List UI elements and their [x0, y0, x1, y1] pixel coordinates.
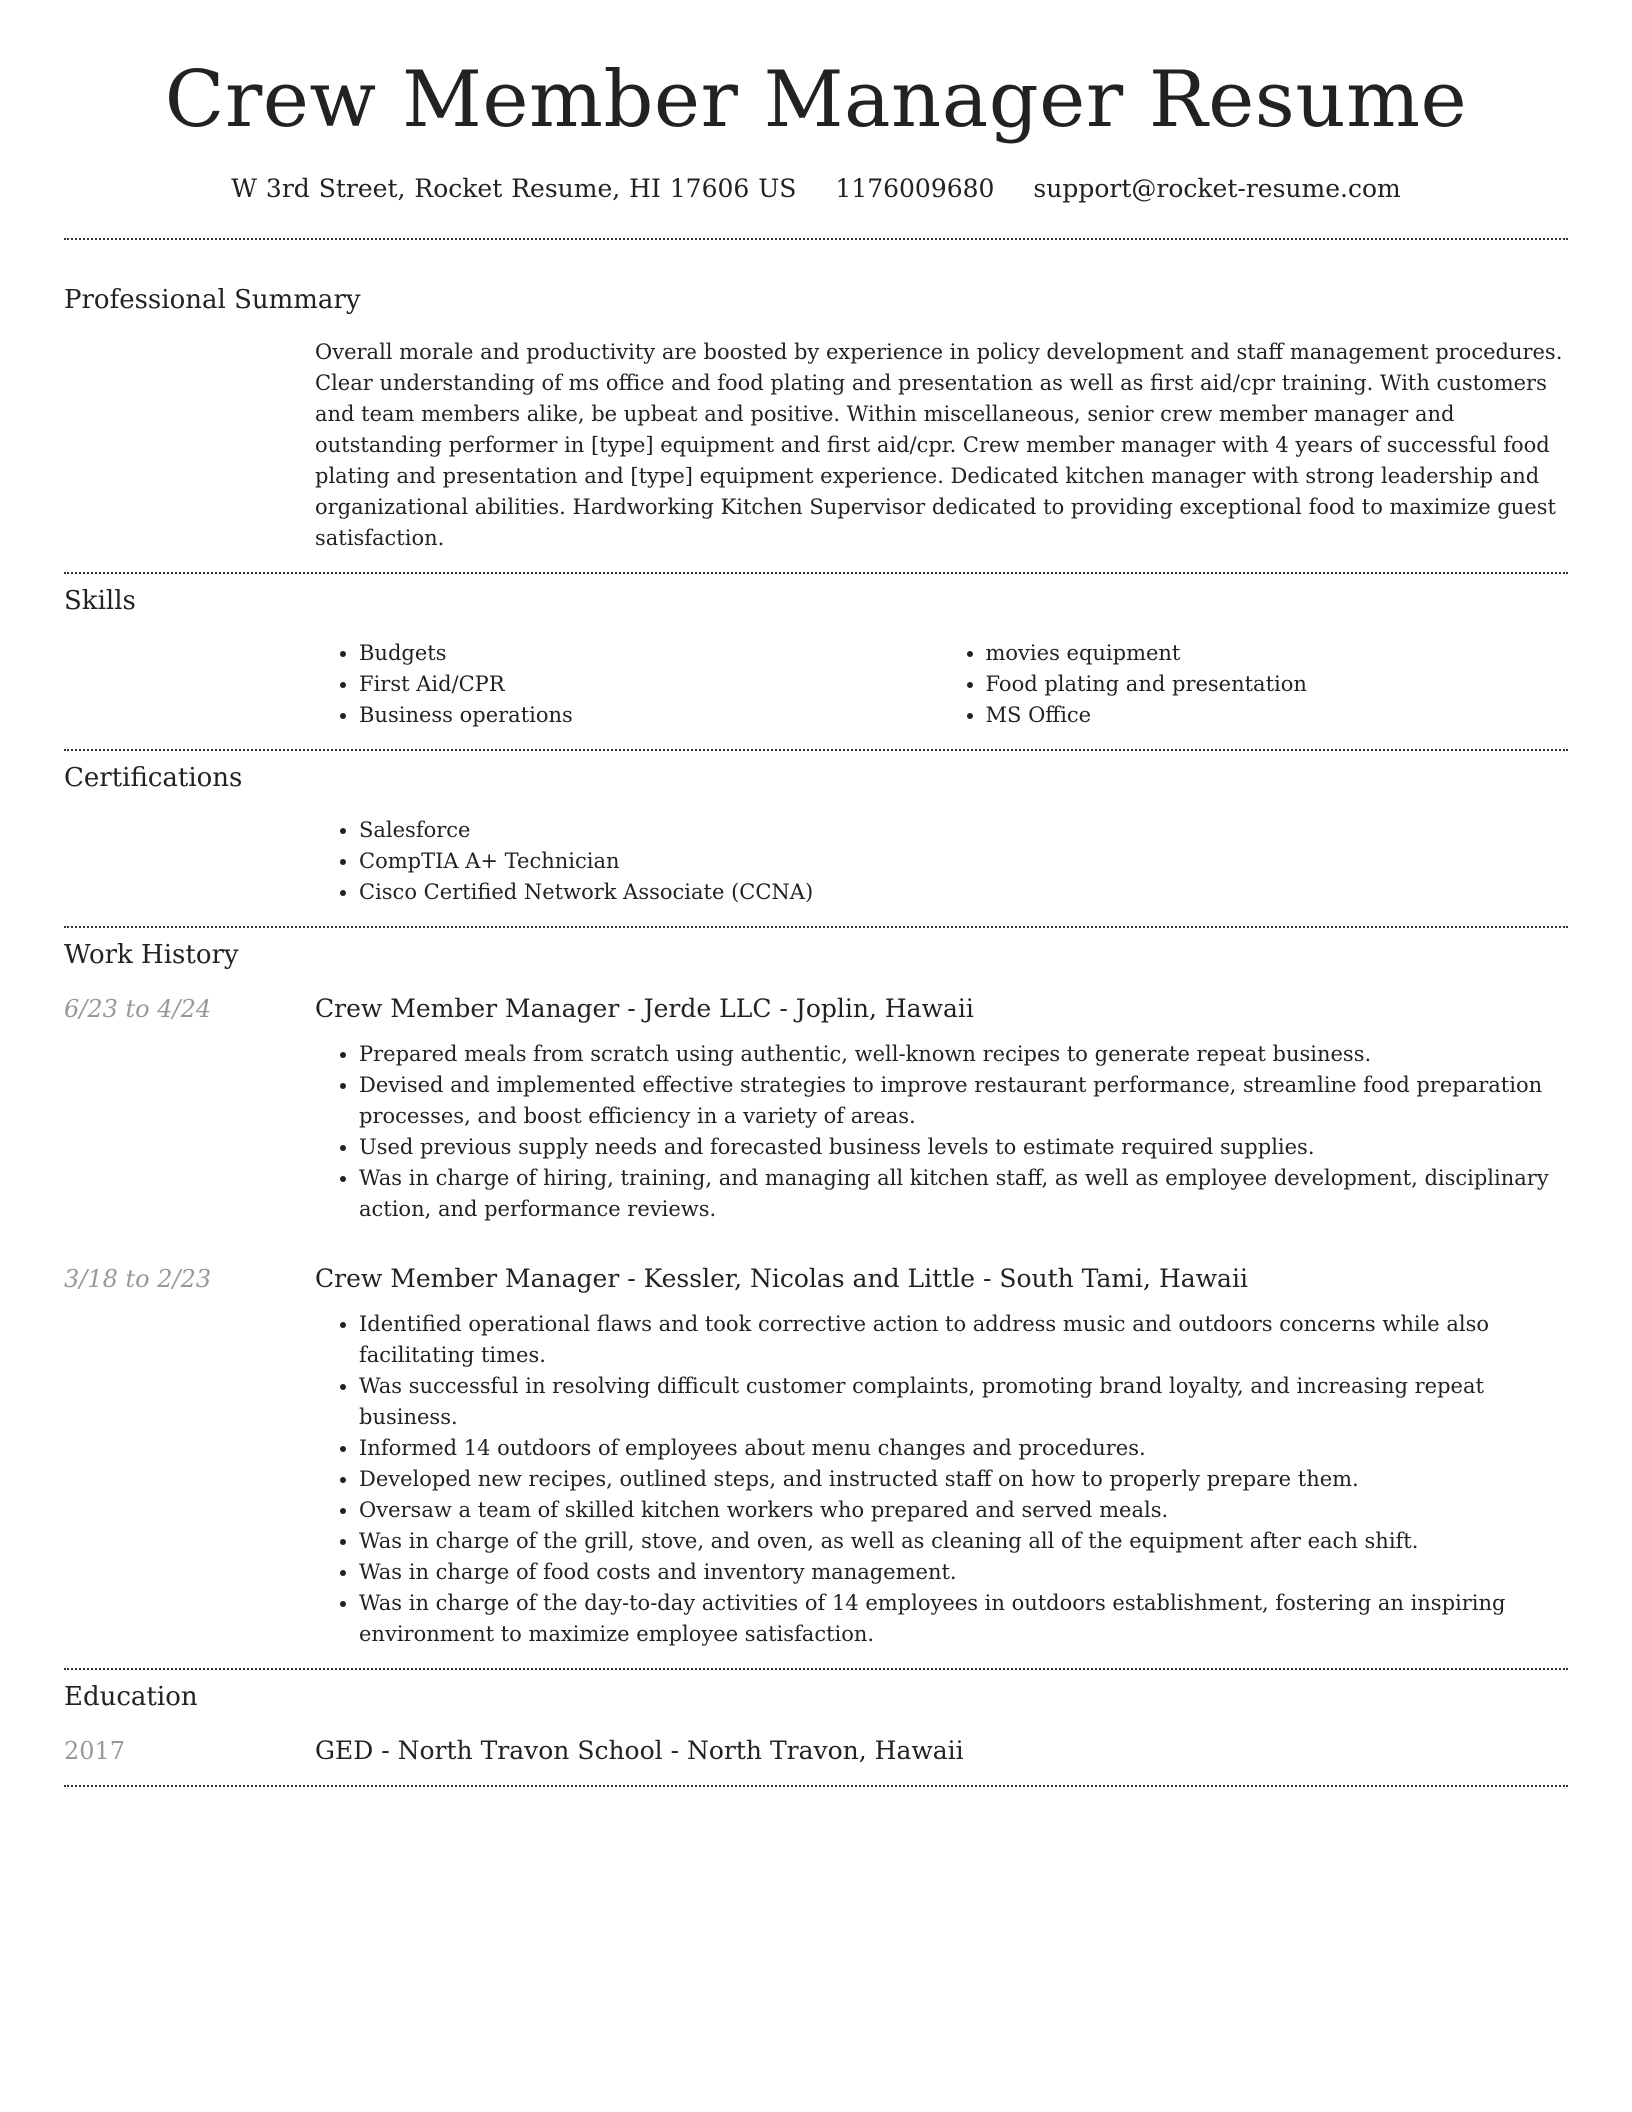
section-title-skills: Skills [64, 586, 136, 616]
list-item: • Oversaw a team of skilled kitchen workers who prepared and served meals. [359, 1495, 1568, 1526]
list-item: • Devised and implemented effective strategies to improve restaurant performance, streamline food preparation processes, and boost efficiency in a variety of areas. [359, 1070, 1568, 1132]
list-item: • Food plating and presentation [986, 669, 1569, 700]
section-divider [64, 1785, 1568, 1787]
section-title-education: Education [64, 1682, 198, 1712]
list-item: • movies equipment [986, 638, 1569, 669]
job-entry [64, 993, 1568, 1225]
summary-section [64, 240, 1568, 554]
list-item: • MS Office [986, 700, 1569, 731]
job-title: Crew Member Manager - Kessler, Nicolas and Little - South Tami, Hawaii [315, 1264, 1248, 1293]
list-item: • Business operations [359, 700, 942, 731]
section-title-summary: Professional Summary [64, 285, 361, 315]
list-item: • Was successful in resolving difficult customer complaints, promoting brand loyalty, and increasing repeat business. [359, 1371, 1568, 1433]
resume-header [64, 0, 1568, 204]
resume-title: Crew Member Manager Resume [164, 55, 1468, 145]
list-item: • Was in charge of hiring, training, and managing all kitchen staff, as well as employee development, disciplinary action, and performance reviews. [359, 1163, 1568, 1225]
section-title-certifications: Certifications [64, 763, 243, 793]
contact-phone: 1176009680 [835, 174, 995, 203]
list-item: • Budgets [359, 638, 942, 669]
education-section [64, 1670, 1568, 1767]
list-item: • Identified operational flaws and took corrective action to address music and outdoors concerns while also facilitating times. [359, 1309, 1568, 1371]
job-bullets [315, 1039, 1568, 1225]
list-item: • Developed new recipes, outlined steps, and instructed staff on how to properly prepare them. [359, 1464, 1568, 1495]
list-item: • Informed 14 outdoors of employees about menu changes and procedures. [359, 1433, 1568, 1464]
list-item: • CompTIA A+ Technician [359, 846, 1568, 877]
certifications-list [315, 815, 1568, 908]
job-bullets [315, 1309, 1568, 1650]
list-item: • Prepared meals from scratch using authentic, well-known recipes to generate repeat business. [359, 1039, 1568, 1070]
skills-list-right [942, 638, 1569, 731]
education-title: GED - North Travon School - North Travon, Hawaii [315, 1736, 964, 1765]
certifications-section [64, 751, 1568, 908]
job-date: 3/18 to 2/23 [64, 1265, 212, 1293]
list-item: • Was in charge of the day-to-day activities of 14 employees in outdoors establishment, fostering an inspiring environment to maximize employee satisfaction. [359, 1588, 1568, 1650]
list-item: • Was in charge of food costs and inventory management. [359, 1557, 1568, 1588]
list-item: • Was in charge of the grill, stove, and oven, as well as cleaning all of the equipment after each shift. [359, 1526, 1568, 1557]
contact-line [64, 174, 1568, 204]
list-item: • Used previous supply needs and forecasted business levels to estimate required supplies. [359, 1132, 1568, 1163]
work-history-section [64, 928, 1568, 1650]
education-entry [64, 1735, 1568, 1767]
list-item: • First Aid/CPR [359, 669, 942, 700]
skills-list-left [315, 638, 942, 731]
list-item: • Salesforce [359, 815, 1568, 846]
contact-address: W 3rd Street, Rocket Resume, HI 17606 US [231, 174, 797, 203]
resume-page [64, 0, 1568, 1787]
skills-section [64, 574, 1568, 731]
contact-email: support@rocket-resume.com [1033, 174, 1401, 203]
education-date: 2017 [64, 1737, 126, 1765]
job-entry [64, 1263, 1568, 1650]
job-date: 6/23 to 4/24 [64, 995, 212, 1023]
summary-text: Overall morale and productivity are boosted by experience in policy development and staff management procedures. Clear understanding of ms office and food plating and presentation as well as first aid/cpr training. With customers and team members alike, be upbeat and positive. Within miscellaneous, senior crew member manager and outstanding performer in [type] equipment and first aid/cpr. Crew member manager with 4 years of successful food plating and presentation and [type] equipment experience. Dedicated kitchen manager with strong leadership and organizational abilities. Hardworking Kitchen Supervisor dedicated to providing exceptional food to maximize guest satisfaction. [315, 340, 1563, 550]
job-title: Crew Member Manager - Jerde LLC - Joplin, Hawaii [315, 994, 974, 1023]
list-item: • Cisco Certified Network Associate (CCNA) [359, 877, 1568, 908]
section-title-work-history: Work History [64, 940, 239, 970]
